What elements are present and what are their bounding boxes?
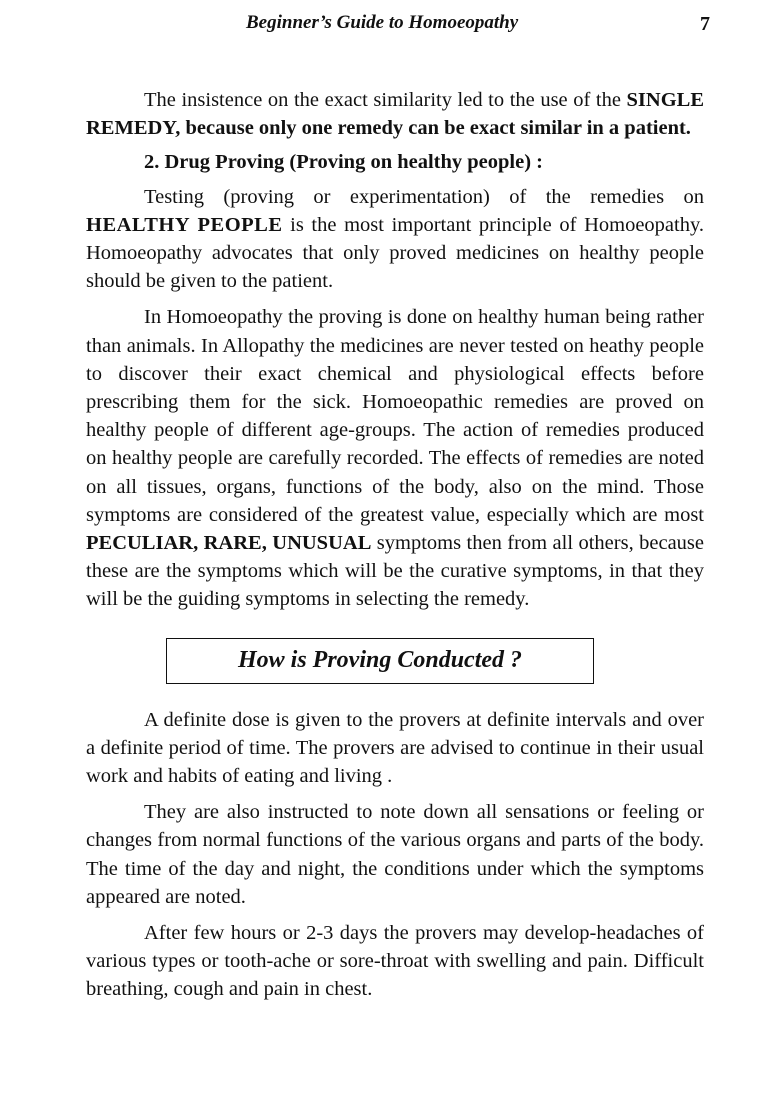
paragraph-text: In Homoeopathy the proving is done on healthy human being rather than animals. In Allopathy the medicines are never tested on heathy people to discover their exact chemical and physiological effects before prescribing them for the sick. Homoeopathic remedies are proved on healthy people of different age-groups. The action of remedies produced on healthy people are carefully recorded. The effects of remedies are noted on all tissues, organs, functions of the body, also on the mind. Those symptoms are considered of the greatest value, especially which are most (86, 306, 704, 526)
section-heading-box: How is Proving Conducted ? (166, 638, 594, 684)
running-title: Beginner’s Guide to Homoeopathy (246, 12, 519, 33)
paragraph-healthy-people (86, 183, 704, 296)
emphasis-single-remedy: SINGLE REMEDY, because only one remedy can be exact similar in a patient. (86, 89, 704, 140)
paragraph-instructions: They are also instructed to note down all sensations or feeling or changes from normal functions of the various organs and parts of the body. The time of the day and night, the conditions under which the symptoms appeared are noted. (86, 801, 704, 908)
emphasis-peculiar-rare-unusual: PECULIAR, RARE, UNUSUAL (86, 532, 372, 555)
page-number: 7 (700, 13, 710, 35)
paragraph-symptoms: After few hours or 2-3 days the provers may develop-headaches of various types or tooth-ache or sore-throat with swelling and pain. Difficult breathing, cough and pain in chest. (86, 922, 704, 1001)
subheading-drug-proving: 2. Drug Proving (Proving on healthy people) : (144, 151, 543, 174)
emphasis-healthy-people: HEALTHY PEOPLE (86, 213, 283, 236)
paragraph-single-remedy (86, 86, 704, 142)
paragraph-text: The insistence on the exact similarity led to the use of the (144, 89, 627, 111)
paragraph-proving-details (86, 303, 704, 613)
paragraph-definite-dose: A definite dose is given to the provers at definite intervals and over a definite period of time. The provers are advised to continue in their usual work and habits of eating and living . (86, 708, 704, 788)
section-heading-wrap (86, 638, 704, 684)
paragraph-text: symptoms then from all others, because these are the symptoms which will be the curative symptoms, in that they will be the guiding symptoms in selecting the remedy. (86, 532, 704, 611)
paragraph-text: is the most important principle of Homoeopathy. Homoeopathy advocates that only proved medicines on healthy people should be given to the patient. (86, 213, 705, 293)
paragraph-text: Testing (proving or experimentation) of the remedies on (144, 185, 704, 208)
page-body (86, 86, 704, 1012)
page-header (0, 12, 780, 42)
